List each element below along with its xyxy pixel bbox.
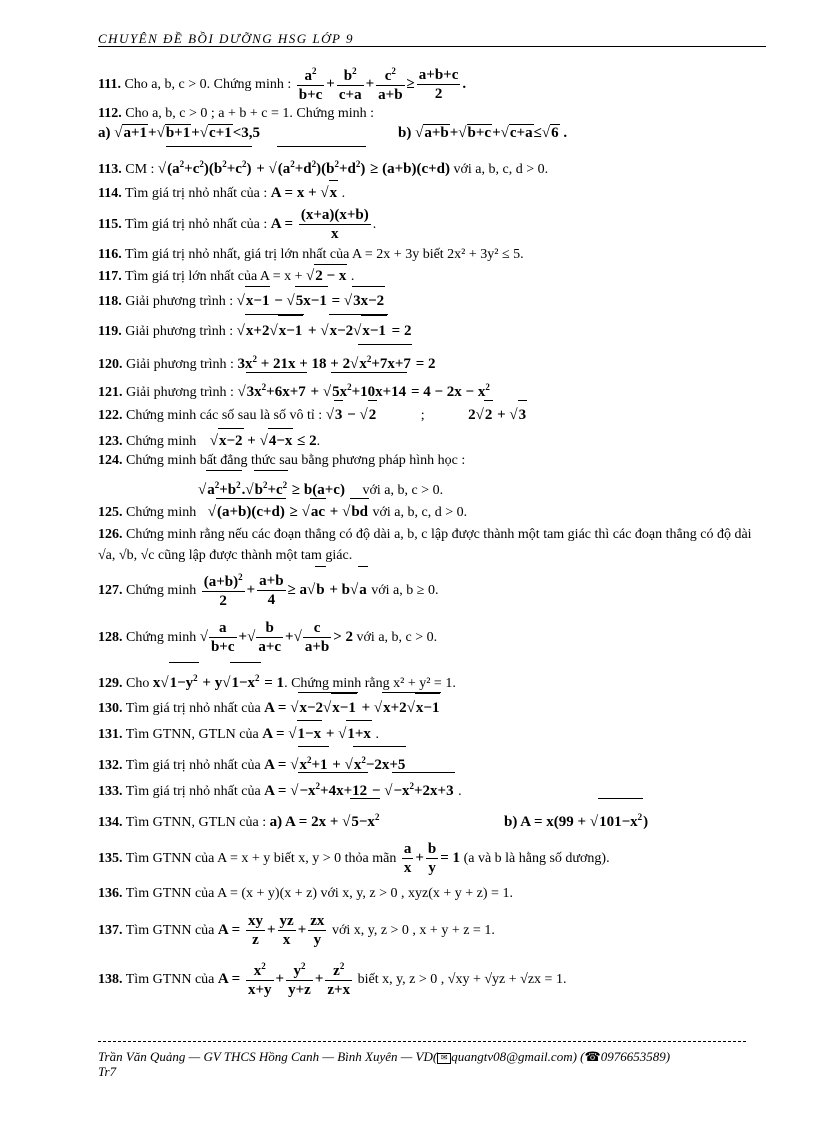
page-header: CHUYÊN ĐỀ BỒI DƯỠNG HSG LỚP 9 — [98, 32, 766, 47]
math-expr: $\frac{a^2}{b+c}$ + $\frac{b^2}{c+a}$ + $\frac{c^2}{a+b}$ ≥ $\frac{a+b+c}{2}$ . — [298, 65, 467, 103]
problem-129: 129. Cho $x√1-y^2 + y√1-x^2 = 1$. Chứng minh rằng x² + y² = 1. — [98, 662, 766, 692]
email-icon: ✉ — [437, 1053, 451, 1064]
phone-icon: ☎ — [584, 1049, 601, 1064]
problem-135: 135. Tìm GTNN của A = x + y biết x, y > 0 thỏa mãn $\frac{a}{x}$ + $\frac{b}{y}$ = 1 (a và b là hằng số dương). — [98, 841, 610, 877]
problem-117: 117. Tìm giá trị lớn nhất của A = x + √2 − x . — [98, 264, 766, 286]
problem-115: 115. Tìm giá trị nhỏ nhất của : A = $\frac{(x+a)(x+b)}{x}$ . — [98, 207, 377, 243]
footer-email[interactable]: quangtv08@gmail.com) ( — [451, 1049, 585, 1064]
problem-130: 130. Tìm giá trị nhỏ nhất của A = √x−2√x−1 + √x+2√x−1 — [98, 692, 766, 720]
problem-138: 138. Tìm GTNN của A = $\frac{x^2}{x+y}$ + $\frac{y^2}{y+z}$ + $\frac{z^2}{z+x}$ biết x, y, z > 0 , √xy + √yz + √zx = 1. — [98, 960, 567, 998]
problem-133: 133. Tìm giá trị nhỏ nhất của $A = √-x^2+4x+12 - √-x^2+2x+3$ . — [98, 772, 766, 798]
problem-131: 131. Tìm GTNN, GTLN của A = √1−x + √1+x . — [98, 720, 766, 746]
problem-111: 111. Cho a, b, c > 0. Chứng minh : $\frac{a^2}{b+c}$ + $\frac{b^2}{c+a}$ + $\frac{c^2}{a+b}$ ≥ $\frac{a+b+c}{2}$ . — [98, 65, 467, 103]
problem-114: 114. Tìm giá trị nhỏ nhất của : A = x + √x . — [98, 180, 766, 204]
problem-112-parts: a) √a+1+√b+1+√c+1<3,5 b) √a+b+√b+c+√c+a≤√6 . — [98, 125, 568, 141]
problem-123: 123. Chứng minh √x−2 + √4−x ≤ 2. — [98, 428, 766, 452]
problem-118: 118. Giải phương trình : √x−1 − √5x−1 = √3x−2 — [98, 286, 766, 314]
problem-121: 121. Giải phương trình : $√3x^2+6x+7 + √5x^2+10x+14 = 4 - 2x - x^2$ — [98, 372, 766, 400]
problem-124-formula: $√a^2+b^2.√b^2+c^2 \ge b(a+c)$ với a, b, c > 0. — [98, 470, 766, 498]
problem-116: 116. Tìm giá trị nhỏ nhất, giá trị lớn nhất của A = 2x + 3y biết 2x² + 3y² ≤ 5. — [98, 247, 524, 262]
footer-author: Trần Văn Quảng — GV THCS Hồng Canh — Bình Xuyên — VD( — [98, 1049, 438, 1064]
problem-120: 120. Giải phương trình : $3x^2 + 21x + 18 + 2√x^2+7x+7 = 2$ — [98, 344, 766, 372]
problem-119: 119. Giải phương trình : √x+2√x−1 + √x−2√x−1 = 2 — [98, 314, 766, 344]
problem-text: Cho a, b, c > 0. Chứng minh : — [124, 77, 292, 92]
problem-113: 113. CM : $√(a^2+c^2)(b^2+c^2) + √(a^2+d^2)(b^2+d^2) \ge (a+b)(c+d)$ với a, b, c, d > 0. — [98, 146, 766, 180]
page-footer — [98, 1049, 766, 1079]
problem-122: 122. Chứng minh các số sau là số vô tỉ : √3 − √2 ; 2√2 + √3 — [98, 400, 766, 428]
problem-list — [98, 62, 766, 1004]
problem-112: 112. Cho a, b, c > 0 ; a + b + c = 1. Chứng minh : — [98, 106, 374, 121]
problem-134: 134. Tìm GTNN, GTLN của : a) $A = 2x + √5-x^2$ b) $A = x(99 + √101-x^2)$ — [98, 798, 766, 834]
problem-124: 124. Chứng minh bất đẳng thức sau bằng phương pháp hình học : — [98, 453, 466, 468]
problem-136: 136. Tìm GTNN của A = (x + y)(x + z) với x, y, z > 0 , xyz(x + y + z) = 1. — [98, 886, 513, 901]
problem-128: 128. Chứng minh √ $\frac{a}{b+c}$ +√ $\frac{b}{a+c}$ +√ $\frac{c}{a+b}$ > 2 với a, b, c > 0. — [98, 620, 438, 656]
problem-126: 126. Chứng minh rằng nếu các đoạn thẳng có độ dài a, b, c lập được thành một tam giác thì các đoạn thẳng có độ dài √a, √b, √c cũng lập được thành một tam giác. — [98, 527, 752, 563]
problem-125: 125. Chứng minh √(a+b)(c+d) ≥ √ac + √bd với a, b, c, d > 0. — [98, 498, 766, 524]
footer-divider — [98, 1041, 746, 1042]
page-number: Tr7 — [98, 1064, 117, 1079]
footer-phone: 0976653589) — [600, 1049, 671, 1064]
problem-127: 127. Chứng minh $\frac{(a+b)^2}{2}$ + $\frac{a+b}{4}$ ≥ a√b + b√a với a, b ≥ 0. — [98, 566, 766, 612]
problem-132: 132. Tìm giá trị nhỏ nhất của $A = √x^2+1 + √x^2-2x+5$ — [98, 746, 766, 772]
problem-137: 137. Tìm GTNN của A = $\frac{xy}{z}$ + $\frac{yz}{x}$ + $\frac{zx}{y}$ với x, y, z > 0 , x + y + z = 1. — [98, 913, 495, 949]
